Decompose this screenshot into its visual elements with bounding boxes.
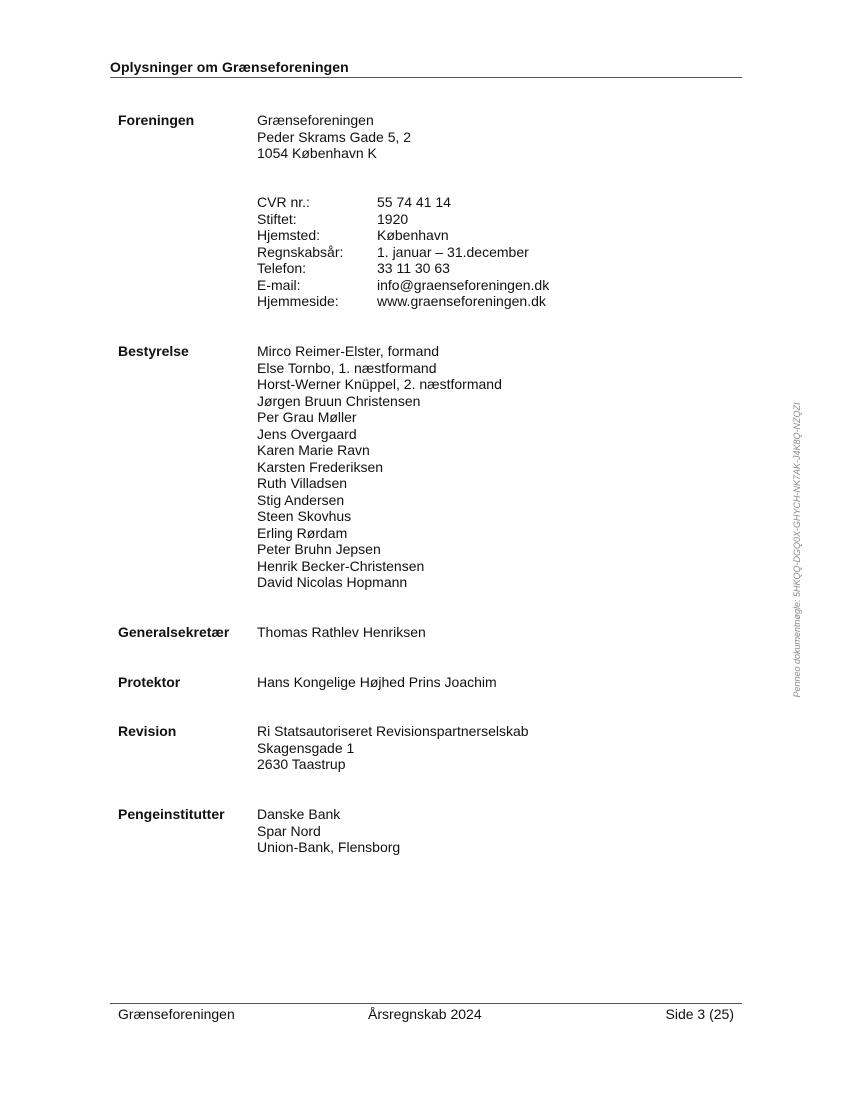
bank-line: Spar Nord (257, 822, 321, 839)
header-divider (110, 77, 742, 78)
detail-key: Hjemmeside: (257, 293, 339, 309)
detail-row-regnskabsaar (257, 244, 577, 261)
revision-label: Revision (118, 723, 177, 739)
detail-value: 1920 (377, 210, 409, 227)
page-header-title: Oplysninger om Grænseforeningen (110, 59, 349, 75)
footer-page-number: Side 3 (25) (665, 1006, 734, 1022)
detail-key: Telefon: (257, 260, 307, 276)
board-member: Peter Bruhn Jepsen (257, 541, 381, 557)
board-member: Karsten Frederiksen (257, 458, 384, 475)
revision-content (257, 723, 529, 773)
detail-key: Hjemsted: (257, 227, 321, 243)
board-member: David Nicolas Hopmann (257, 574, 408, 590)
revision-line: Ri Statsautoriseret Revisionspartnerselskab (257, 723, 529, 739)
address-line: Peder Skrams Gade 5, 2 (257, 128, 412, 145)
footer-organization: Grænseforeningen (118, 1006, 235, 1022)
board-member: Else Tornbo, 1. næstformand (257, 359, 437, 376)
board-member: Ruth Villadsen (257, 475, 348, 491)
footer-divider (110, 1003, 742, 1004)
address-line: 1054 København K (257, 145, 377, 161)
board-member: Jens Overgaard (257, 425, 357, 442)
board-member: Henrik Becker-Christensen (257, 557, 425, 574)
bank-line: Danske Bank (257, 806, 341, 822)
revision-line: Skagensgade 1 (257, 739, 355, 756)
foreningen-details (257, 194, 577, 310)
bank-line: Union-Bank, Flensborg (257, 839, 401, 855)
detail-value: København (377, 227, 449, 243)
detail-key: Stiftet: (257, 210, 297, 227)
protektor-name: Hans Kongelige Højhed Prins Joachim (257, 674, 497, 690)
bestyrelse-label: Bestyrelse (118, 343, 189, 359)
detail-row-hjemmeside (257, 293, 577, 310)
detail-key: CVR nr.: (257, 194, 310, 210)
detail-key: Regnskabsår: (257, 243, 344, 260)
address-line: Grænseforeningen (257, 112, 374, 128)
footer-report-title: Årsregnskab 2024 (368, 1006, 482, 1022)
pengeinstitutter-content (257, 806, 400, 856)
pengeinstitutter-label: Pengeinstitutter (118, 806, 225, 822)
foreningen-label: Foreningen (118, 112, 195, 128)
generalsekretaer-name: Thomas Rathlev Henriksen (257, 624, 426, 640)
protektor-label: Protektor (118, 674, 181, 690)
detail-row-telefon (257, 260, 577, 277)
detail-row-hjemsted (257, 227, 577, 244)
generalsekretaer-content (257, 624, 426, 641)
board-member: Stig Andersen (257, 491, 345, 508)
detail-value: www.graenseforeningen.dk (377, 293, 546, 309)
generalsekretaer-label: Generalsekretær (118, 624, 230, 640)
detail-row-email (257, 277, 577, 294)
revision-line: 2630 Taastrup (257, 756, 346, 772)
detail-row-stiftet (257, 211, 577, 228)
detail-key: E-mail: (257, 276, 301, 293)
detail-row-cvr (257, 194, 577, 211)
board-member: Jørgen Bruun Christensen (257, 392, 421, 409)
detail-value: info@graenseforeningen.dk (377, 276, 550, 293)
penneo-document-key-stamp: Penneo dokumentnøgle: 5HKQQ-DGQ0X-GHYCH-NK7AK-J4K8Q-NZQZI (792, 402, 802, 698)
bestyrelse-members (257, 343, 502, 591)
board-member: Mirco Reimer-Elster, formand (257, 343, 440, 359)
detail-value: 55 74 41 14 (377, 194, 451, 210)
board-member: Steen Skovhus (257, 508, 352, 524)
detail-value: 33 11 30 63 (377, 260, 450, 276)
detail-value: 1. januar – 31.december (377, 243, 529, 260)
board-member: Per Grau Møller (257, 409, 357, 425)
board-member: Horst-Werner Knüppel, 2. næstformand (257, 376, 502, 392)
foreningen-content (257, 112, 411, 162)
protektor-content (257, 674, 497, 691)
board-member: Karen Marie Ravn (257, 442, 370, 458)
board-member: Erling Rørdam (257, 524, 348, 541)
